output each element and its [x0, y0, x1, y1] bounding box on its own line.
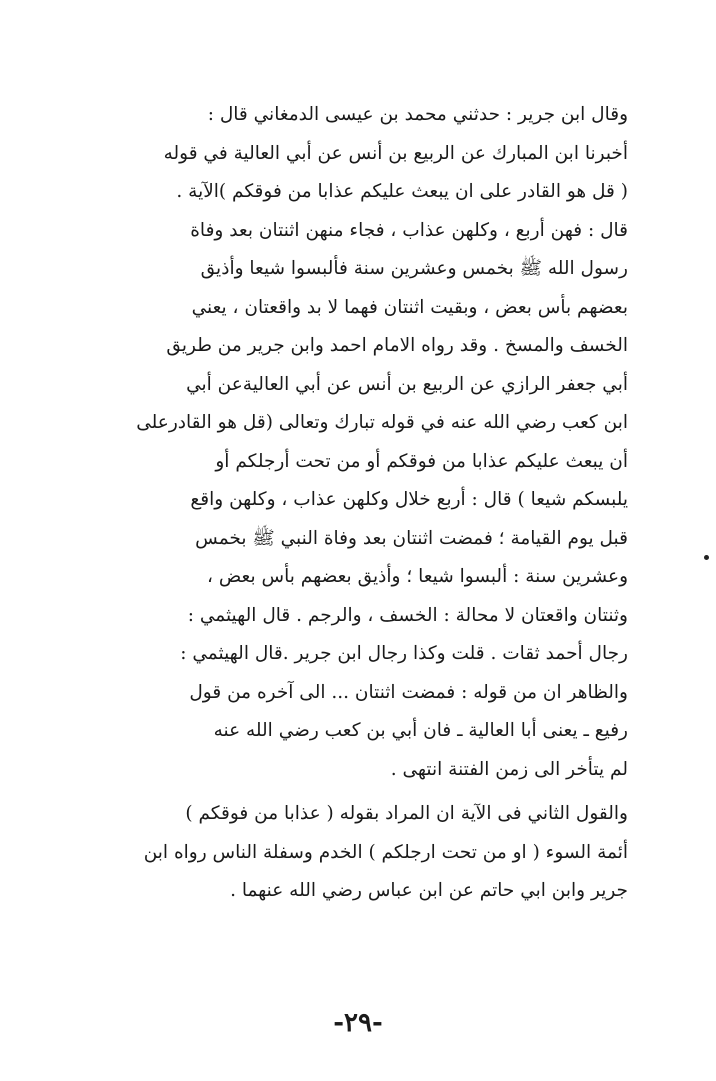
text-line: والقول الثاني فى الآية ان المراد بقوله ( عذابا من فوقكم )	[185, 803, 628, 824]
text-line: جرير وابن ابي حاتم عن ابن عباس رضي الله عنهما .	[230, 880, 628, 901]
text-line: يلبسكم شيعا ) قال : أربع خلال وكلهن عذاب ، وكلهن واقع	[190, 489, 628, 510]
text-line: والظاهر ان من قوله : فمضت اثنتان ... الى آخره من قول	[189, 681, 628, 703]
text-line: قبل يوم القيامة ؛ فمضت اثنتان بعد وفاة النبي ﷺ بخمس	[195, 527, 628, 549]
text-line: ابن كعب رضي الله عنه في قوله تبارك وتعالى (قل هو القادرعلى	[136, 412, 628, 433]
text-line: أبي جعفر الرازي عن الربيع بن أنس عن أبي العاليةعن أبي	[186, 373, 628, 395]
text-line: رجال أحمد ثقات . قلت وكذا رجال ابن جرير .قال الهيثمي :	[180, 643, 628, 664]
text-line: الخسف والمسخ . وقد رواه الامام احمد وابن جرير من طريق	[166, 335, 628, 356]
text-line: وعشرين سنة : ألبسوا شيعا ؛ وأذيق بعضهم بأس بعض ،	[207, 566, 628, 587]
text-line: أئمة السوء ( او من تحت ارجلكم ) الخدم وسفلة الناس رواه ابن	[143, 841, 628, 863]
text-line: وثنتان واقعتان لا محالة : الخسف ، والرجم . قال الهيثمي :	[187, 604, 628, 626]
text-line: وقال ابن جرير : حدثني محمد بن عيسى الدمغاني قال :	[207, 104, 628, 125]
text-line: ( قل هو القادر على ان يبعث عليكم عذابا من فوقكم )الآية .	[176, 181, 628, 202]
margin-dot	[704, 555, 709, 560]
page-body	[88, 96, 628, 911]
text-line: أخبرنا ابن المبارك عن الربيع بن أنس عن أبي العالية في قوله	[163, 142, 628, 164]
text-line: قال : فهن أربع ، وكلهن عذاب ، فجاء منهن اثنتان بعد وفاة	[190, 219, 628, 241]
paragraph-1	[88, 96, 628, 789]
paragraph-2	[88, 795, 628, 911]
page-number: -٢٩-	[333, 1008, 383, 1038]
text-line: لم يتأخر الى زمن الفتنة انتهى .	[390, 758, 628, 780]
text-line: أن يبعث عليكم عذابا من فوقكم أو من تحت أرجلكم أو	[215, 450, 628, 472]
text-line: رسول الله ﷺ بخمس وعشرين سنة فألبسوا شيعا وأذيق	[200, 258, 628, 279]
text-line: بعضهم بأس بعض ، وبقيت اثنتان فهما لا بد واقعتان ، يعني	[191, 296, 628, 318]
text-line: رفيع ـ يعنى أبا العالية ـ فان أبي بن كعب رضي الله عنه	[213, 720, 628, 741]
